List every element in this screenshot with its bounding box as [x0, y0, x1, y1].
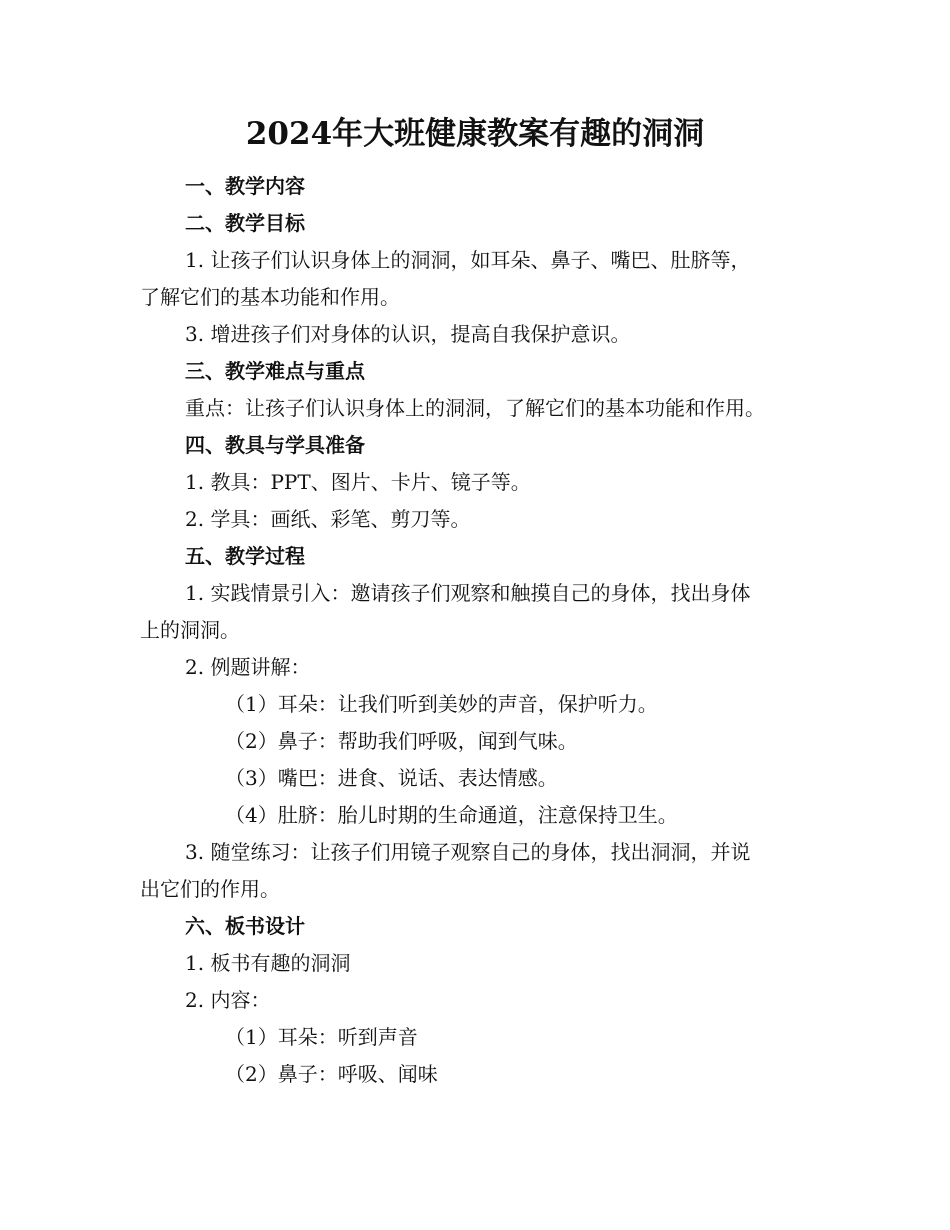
paragraph-line: 2. 例题讲解：	[185, 655, 311, 679]
paragraph-line: 了解它们的基本功能和作用。	[140, 285, 400, 309]
list-item: （2）鼻子：帮助我们呼吸，闻到气味。	[225, 729, 578, 753]
document-title: 2024年大班健康教案有趣的洞洞	[245, 116, 705, 152]
paragraph-line: 2. 内容：	[185, 988, 271, 1012]
section-heading-materials: 四、教具与学具准备	[185, 433, 365, 457]
paragraph-line: 1. 实践情景引入：邀请孩子们观察和触摸自己的身体，找出身体	[185, 581, 751, 605]
paragraph-line: 上的洞洞。	[140, 618, 240, 642]
list-item: （4）肚脐：胎儿时期的生命通道，注意保持卫生。	[225, 803, 678, 827]
list-item: （2）鼻子：呼吸、闻味	[225, 1062, 438, 1086]
paragraph-line: 3. 增进孩子们对身体的认识，提高自我保护意识。	[185, 322, 631, 346]
paragraph-line: 出它们的作用。	[140, 877, 280, 901]
section-heading-board: 六、板书设计	[185, 914, 305, 938]
paragraph-line: 重点：让孩子们认识身体上的洞洞，了解它们的基本功能和作用。	[185, 396, 765, 420]
list-item: （1）耳朵：让我们听到美妙的声音，保护听力。	[225, 692, 658, 716]
paragraph-line: 1. 教具：PPT、图片、卡片、镜子等。	[185, 470, 531, 494]
paragraph-line: 1. 板书有趣的洞洞	[185, 951, 351, 975]
section-heading-goals: 二、教学目标	[185, 211, 305, 235]
paragraph-line: 2. 学具：画纸、彩笔、剪刀等。	[185, 507, 471, 531]
paragraph-line: 3. 随堂练习：让孩子们用镜子观察自己的身体，找出洞洞，并说	[185, 840, 751, 864]
section-heading-process: 五、教学过程	[185, 544, 305, 568]
section-heading-content: 一、教学内容	[185, 174, 305, 198]
list-item: （3）嘴巴：进食、说话、表达情感。	[225, 766, 558, 790]
list-item: （1）耳朵：听到声音	[225, 1025, 418, 1049]
section-heading-difficulty: 三、教学难点与重点	[185, 359, 365, 383]
paragraph-line: 1. 让孩子们认识身体上的洞洞，如耳朵、鼻子、嘴巴、肚脐等，	[185, 248, 751, 272]
